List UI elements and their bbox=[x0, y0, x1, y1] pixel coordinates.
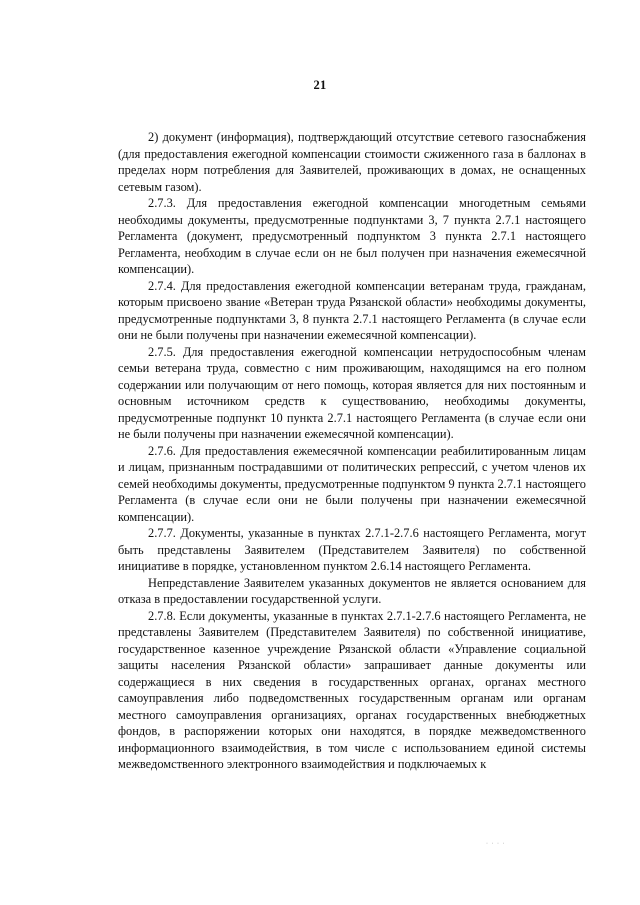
paragraph-2-7-8: 2.7.8. Если документы, указанные в пунктах 2.7.1-2.7.6 настоящего Регламента, не представлены Заявителем (Представителем Заявителя) по собственной инициативе, государственное казенное учреждение Рязанской области «Управление социальной защиты населения Рязанской области» запрашивает данные документы или содержащиеся в них сведения в государственных органах, органах местного самоуправления либо подведомственных государственным органам или органам местного самоуправления организациях, органах государственных внебюджетных фондов, в распоряжении которых они находятся, в порядке межведомственного информационного взаимодействия, в том числе с использованием единой системы межведомственного электронного взаимодействия и подключаемых к bbox=[118, 608, 586, 771]
paragraph-document-no-gas: 2) документ (информация), подтверждающий отсутствие сетевого газоснабжения (для предоставления ежегодной компенсации стоимости сжиженного газа в баллонах в пределах норм потребления для Заявителей, проживающих в домах, не оснащенных сетевым газом). bbox=[118, 130, 586, 194]
paragraph-2-7-4: 2.7.4. Для предоставления ежегодной компенсации ветеранам труда, гражданам, которым присвоено звание «Ветеран труда Рязанской области» необходимы документы, предусмотренные подпунктами 3, 8 пункта 2.7.1 настоящего Регламента (в случае если они не были получены при назначении ежемесячной компенсации). bbox=[118, 278, 586, 342]
paragraph-2-7-3: 2.7.3. Для предоставления ежегодной компенсации многодетным семьями необходимы документы, предусмотренные подпунктами 3, 7 пункта 2.7.1 настоящего Регламента (документ, предусмотренный подпунктом 3 пункта 2.7.1 настоящего Регламента, необходим в случае если он не был получен при назначения ежемесячной компенсации). bbox=[118, 196, 586, 276]
paragraph-2-7-6: 2.7.6. Для предоставления ежемесячной компенсации реабилитированным лицам и лицам, признанным пострадавшими от политических репрессий, с учетом членов их семей необходимы документы, предусмотренные подпунктом 9 пункта 2.7.1 настоящего Регламента (в случае если они не были получены при назначении ежемесячной компенсации). bbox=[118, 443, 586, 524]
scan-artifact-mark: · · · · bbox=[486, 841, 506, 847]
paragraph-2-7-7: 2.7.7. Документы, указанные в пунктах 2.7.1-2.7.6 настоящего Регламента, могут быть представлены Заявителем (Представителем Заявителя) по собственной инициативе в порядке, установленном пунктом 2.6.14 настоящего Регламента. bbox=[118, 526, 586, 573]
paragraph-non-submission: Непредставление Заявителем указанных документов не является основанием для отказа в предоставлении государственной услуги. bbox=[118, 575, 586, 606]
paragraph-2-7-5: 2.7.5. Для предоставления ежегодной компенсации нетрудоспособным членам семьи ветерана труда, совместно с ним проживающим, находящимся на его полном содержании или получающим от него помощь, которая является для них постоянным и основным источником средств к существованию, необходимы документы, предусмотренные подпункт 10 пункта 2.7.1 настоящего Регламента (в случае если они не были получены при назначении ежемесячной компенсации). bbox=[118, 344, 586, 441]
page-number: 21 bbox=[313, 78, 327, 92]
document-body bbox=[118, 129, 586, 773]
